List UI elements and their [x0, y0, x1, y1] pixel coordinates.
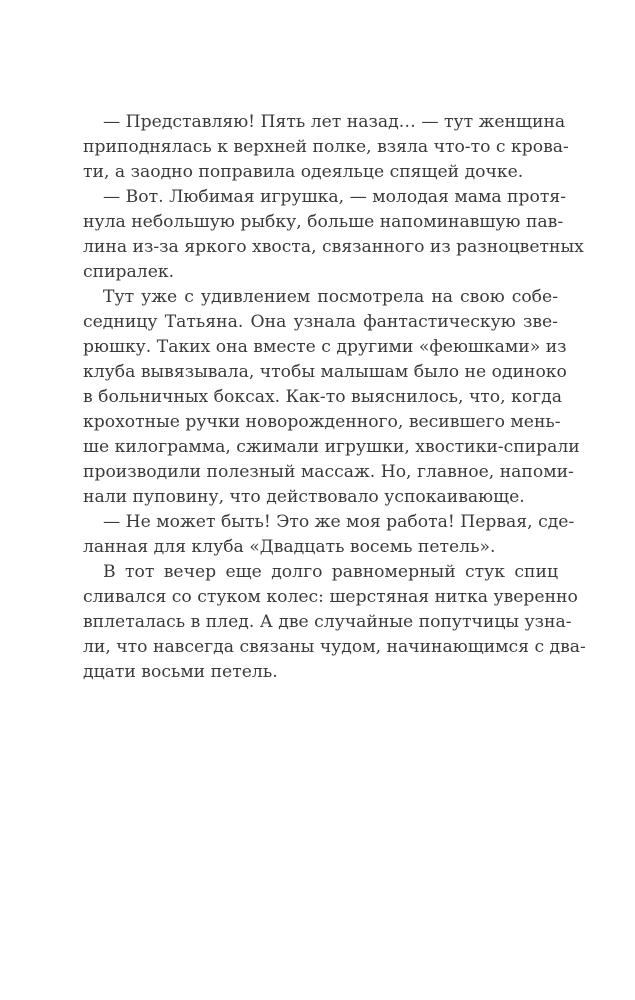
text-line: Тут уже с удивлением посмотрела на свою собе- [103, 287, 558, 307]
text-line: ше килограмма, сжимали игрушки, хвостики-спирали [83, 437, 580, 457]
text-line: лина из-за яркого хвоста, связанного из разноцветных [83, 237, 584, 257]
text-line: ти, а заодно поправила одеяльце спящей дочке. [83, 162, 524, 182]
text-line: дцати восьми петель. [83, 662, 278, 682]
text-line: в больничных боксах. Как-то выяснилось, что, когда [83, 387, 563, 407]
text-line: производили полезный массаж. Но, главное, напоми- [83, 462, 574, 482]
text-line: крохотные ручки новорожденного, весившего мень- [83, 412, 561, 432]
paragraph [83, 185, 584, 285]
text-line: — Не может быть! Это же моя работа! Первая, сде- [103, 512, 575, 532]
text-line: ланная для клуба «Двадцать восемь петель». [83, 537, 496, 557]
paragraph [83, 110, 569, 185]
paragraph [83, 285, 580, 510]
text-line: клуба вывязывала, чтобы малышам было не одиноко [83, 362, 567, 382]
text-line: В тот вечер еще долго равномерный стук спиц [103, 562, 558, 582]
text-line: вплеталась в плед. А две случайные попутчицы узна- [83, 612, 572, 632]
text-line: нула небольшую рыбку, больше напоминавшую пав- [83, 212, 564, 232]
text-line: — Вот. Любимая игрушка, — молодая мама протя- [103, 187, 566, 207]
text-line: нали пуповину, что действовало успокаивающе. [83, 487, 525, 507]
text-line: — Представляю! Пять лет назад… — тут женщина [103, 112, 566, 132]
text-line: приподнялась к верхней полке, взяла что-то с крова- [83, 137, 569, 157]
text-line: рюшку. Таких она вместе с другими «феюшками» из [83, 337, 567, 357]
text-line: сливался со стуком колес: шерстяная нитка уверенно [83, 587, 578, 607]
text-line: седницу Татьяна. Она узнала фантастическую зве- [83, 312, 558, 332]
paragraph [83, 560, 586, 685]
text-line: ли, что навсегда связаны чудом, начинающимся с два- [83, 637, 586, 657]
paragraph [83, 510, 575, 560]
text-line: спиралек. [83, 262, 175, 282]
body-text [83, 110, 586, 685]
